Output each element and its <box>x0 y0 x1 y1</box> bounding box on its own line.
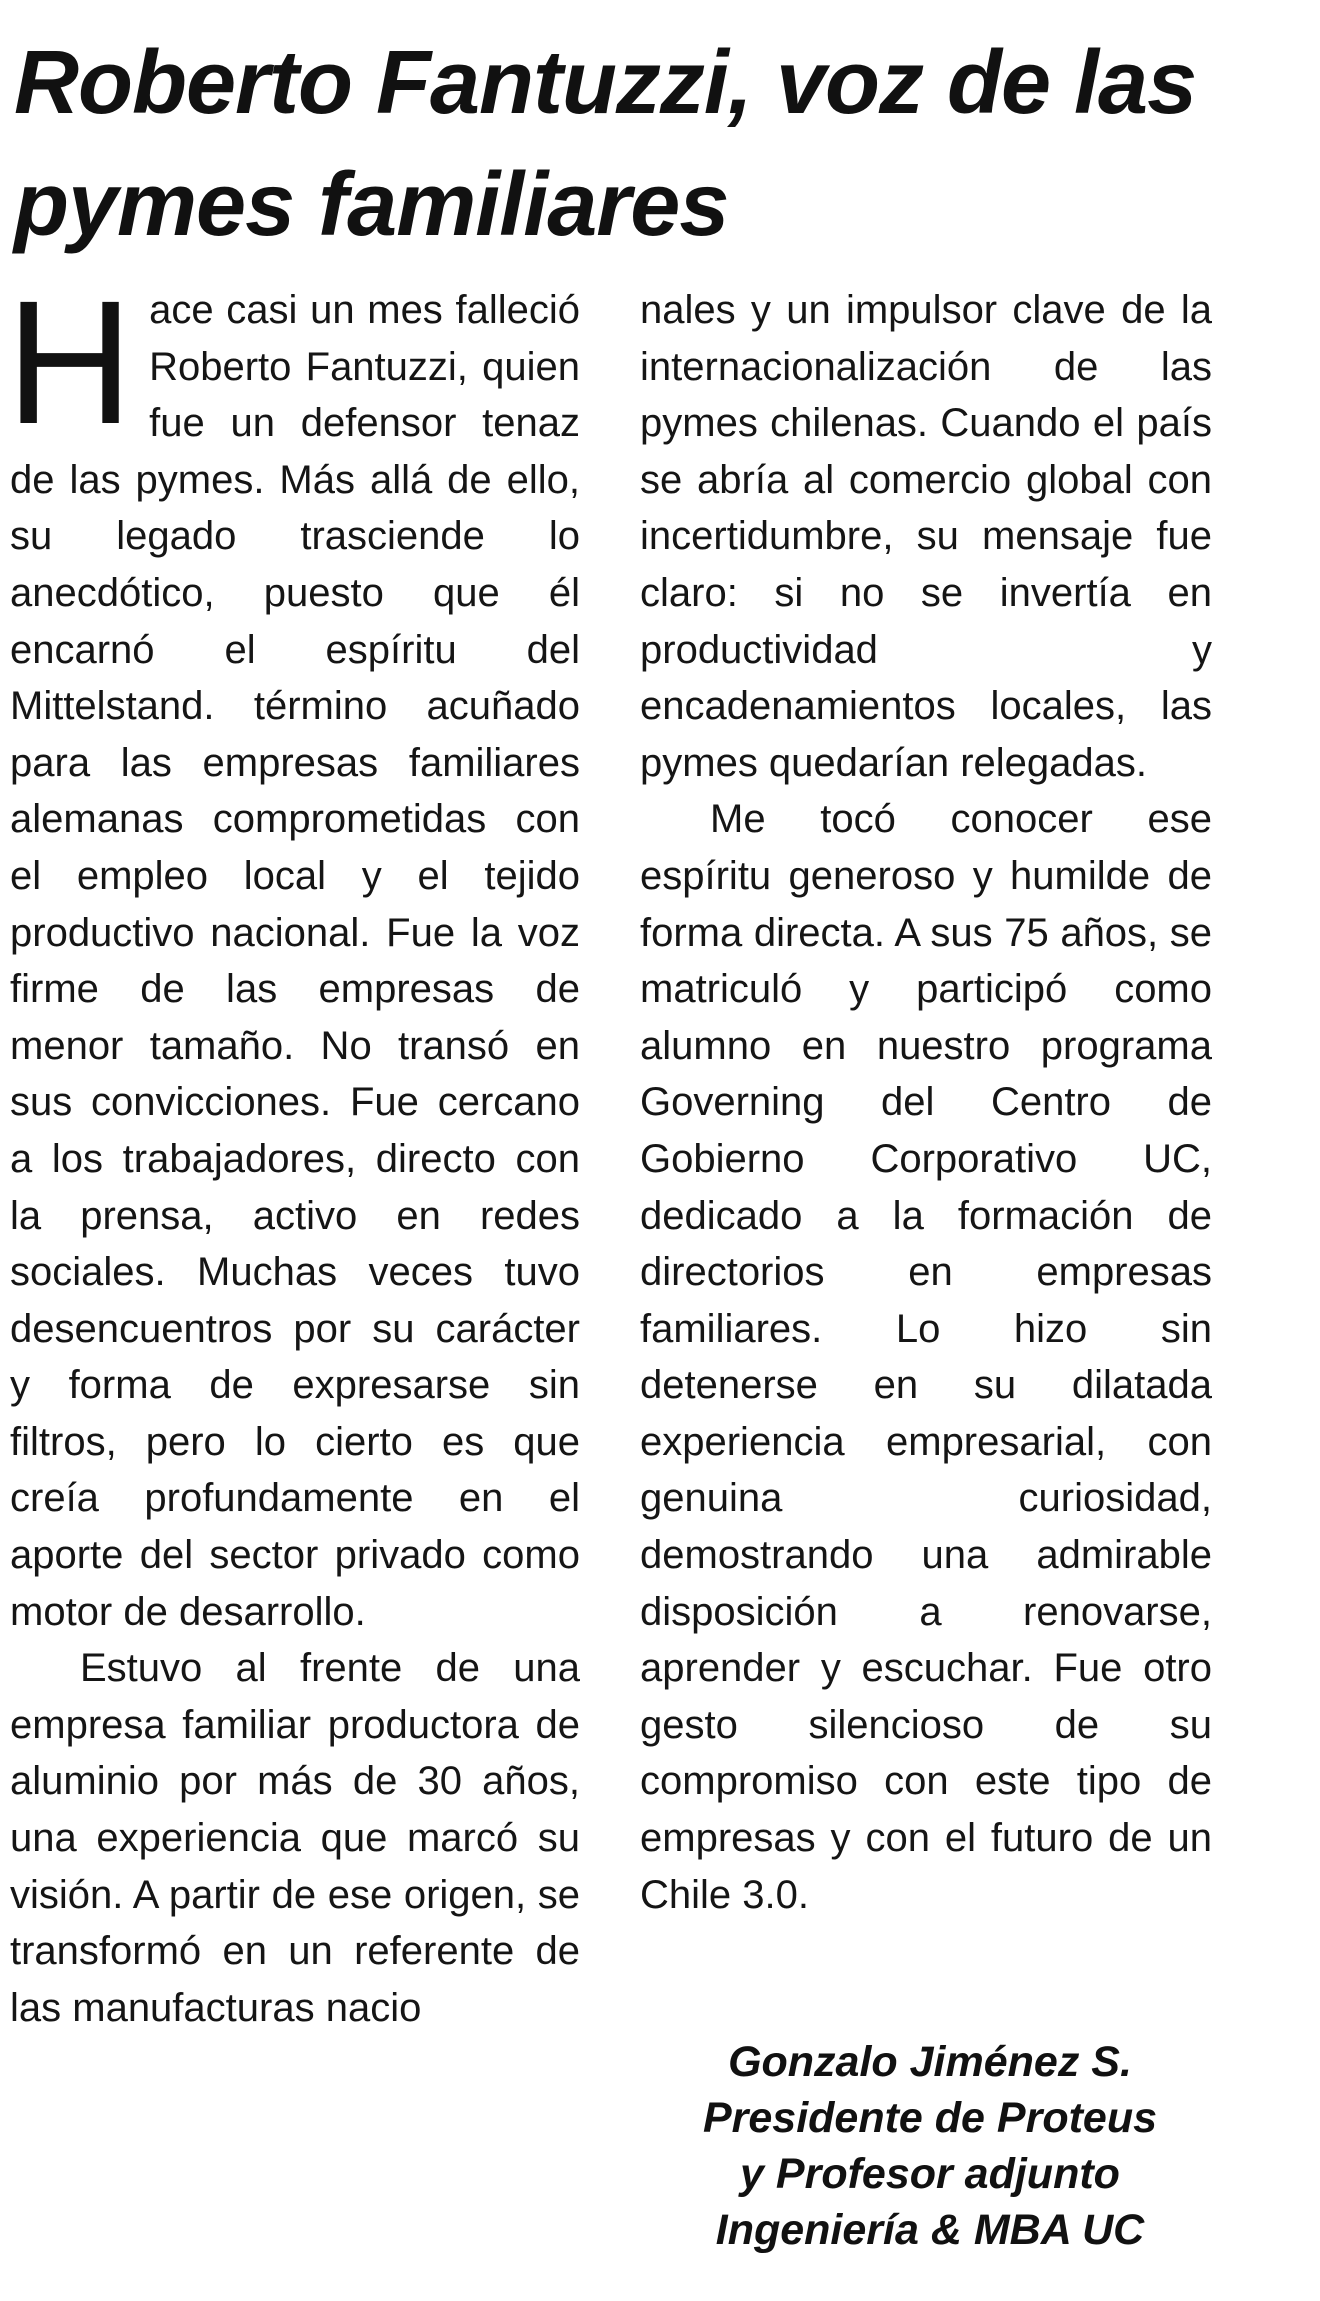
article-paragraph-2-start: Estuvo al frente de una empresa familiar productora de aluminio por más de 30 años, una experiencia que marcó su visión. A partir de ese origen, se transformó en un referente de las manufacturas nacio <box>10 1646 580 2030</box>
drop-cap: H <box>6 265 134 461</box>
article-paragraph-1-text: ace casi un mes falleció Roberto Fantuzzi, quien fue un defensor tenaz de las pymes. Más allá de ello, su legado trasciende lo anecdótico, puesto que él encarnó el espíritu del Mittelstand. término acuñado para las empresas familiares alemanas comprometidas con el empleo local y el tejido productivo nacional. Fue la voz firme de las empresas de menor tamaño. No transó en sus convicciones. Fue cercano a los trabajadores, directo con la prensa, activo en redes sociales. Muchas veces tuvo desencuentros por su carácter y forma de expresarse sin filtros, pero lo cierto es que creía profundamente en el aporte del sector privado como motor de desarrollo. <box>10 288 580 1634</box>
author-role-1: Presidente de Proteus <box>702 2094 1158 2142</box>
author-role-2: y Profesor adjunto <box>740 2150 1120 2198</box>
author-name: Gonzalo Jiménez S. <box>728 2038 1132 2086</box>
article-column-right <box>640 282 1212 1923</box>
article-paragraph-1 <box>6 265 580 1640</box>
article-paragraph-2-end: nales y un impulsor clave de la internacionalización de las pymes chilenas. Cuando el país se abría al comercio global con incertidumbre, su mensaje fue claro: si no se invertía en productividad y encadenamientos locales, las pymes quedarían relegadas. <box>640 288 1212 785</box>
article-title: Roberto Fantuzzi, voz de las pymes familiares <box>14 33 1197 255</box>
article-paragraph-3: Me tocó conocer ese espíritu generoso y humilde de forma directa. A sus 75 años, se matriculó y participó como alumno en nuestro programa Governing del Centro de Gobierno Corporativo UC, dedicado a la formación de directorios en empresas familiares. Lo hizo sin detenerse en su dilatada experiencia empresarial, con genuina curiosidad, demostrando una admirable disposición a renovarse, aprender y escuchar. Fue otro gesto silencioso de su compromiso con este tipo de empresas y con el futuro de un Chile 3.0. <box>640 797 1212 1917</box>
author-role-3: Ingeniería & MBA UC <box>715 2206 1145 2254</box>
article-column-left <box>6 265 580 2036</box>
author-signature <box>640 2034 1220 2258</box>
